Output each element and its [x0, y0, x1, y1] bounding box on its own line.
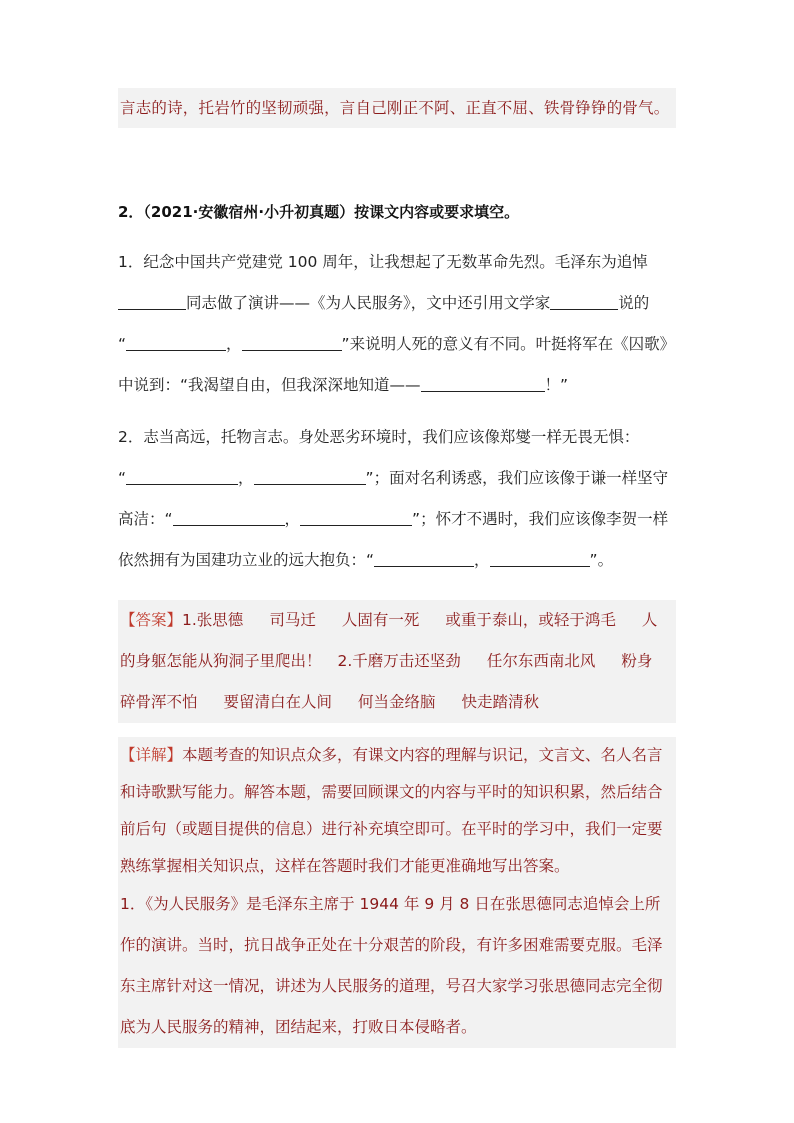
- answer-section: [118, 600, 676, 723]
- blank-field[interactable]: [126, 468, 238, 485]
- blank-field[interactable]: [490, 550, 590, 567]
- explanation-note-1: [118, 884, 676, 1048]
- previous-answer-tail: [118, 88, 676, 128]
- q2-line-3: 高洁：“ ， ”；怀才不遇时，我们应该像李贺一样: [118, 510, 669, 528]
- detail-tag: 【详解】: [120, 746, 183, 764]
- q1-line-3: “ ， ”来说明人死的意义有不同。叶挺将军在《囚歌》: [118, 335, 676, 353]
- blank-field[interactable]: [300, 509, 412, 526]
- question-part-1: [118, 242, 676, 406]
- q1-line-4: 中说到：“我渴望自由，但我深深地知道—— ！”: [118, 376, 569, 394]
- blank-field[interactable]: [374, 550, 474, 567]
- blank-field[interactable]: [118, 293, 186, 310]
- q2-line-1: 2．志当高远，托物言志。身处恶劣环境时，我们应该像郑燮一样无畏无惧：: [118, 428, 640, 446]
- q1-line-1: 1．纪念中国共产党建党 100 周年，让我想起了无数革命先烈。毛泽东为追悼: [118, 253, 648, 271]
- question-heading: [118, 198, 676, 226]
- q2-line-2: “ ， ”；面对名利诱惑，我们应该像于谦一样坚守: [118, 469, 669, 487]
- q1-line-2: 同志做了演讲——《为人民服务》，文中还引用文学家 说的: [118, 283, 676, 324]
- blank-field[interactable]: [242, 334, 342, 351]
- answer-line-2: 的身躯怎能从狗洞子里爬出！ 2.千磨万击还坚劲 任尔东西南北风 粉身: [120, 652, 653, 670]
- previous-answer-text: 言志的诗，托岩竹的坚韧顽强，言自己刚正不阿、正直不屈、铁骨铮铮的骨气。: [120, 99, 670, 117]
- answer-line-1: 【答案】1.张思德 司马迁 人固有一死 或重于泰山，或轻于鸿毛 人: [120, 611, 658, 629]
- detail-section: [118, 737, 676, 885]
- blank-field[interactable]: [550, 293, 618, 310]
- detail-text: 本题考查的知识点众多，有课文内容的理解与识记，文言文、名人名言和诗歌默写能力。解答本题，需要回顾课文的内容与平时的知识积累，然后结合前后句（或题目提供的信息）进行补充填空即可。在平时的学习中，我们一定要熟练掌握相关知识点，这样在答题时我们才能更准确地写出答案。: [120, 746, 663, 875]
- answer-line-3: 碎骨浑不怕 要留清白在人间 何当金络脑 快走踏清秋: [120, 693, 540, 711]
- answer-tag: 【答案】: [120, 611, 183, 629]
- blank-field[interactable]: [421, 375, 545, 392]
- question-heading-text: 2．（2021·安徽宿州·小升初真题）按课文内容或要求填空。: [118, 203, 520, 221]
- blank-field[interactable]: [254, 468, 366, 485]
- note-1-text: 1．《为人民服务》是毛泽东主席于 1944 年 9 月 8 日在张思德同志追悼会上所作的演讲。当时，抗日战争正处在十分艰苦的阶段，有许多困难需要克服。毛泽东主席针对这一情况，讲述为人民服务的道理，号召大家学习张思德同志完全彻底为人民服务的精神，团结起来，打败日本侵略者。: [120, 895, 663, 1036]
- blank-field[interactable]: [173, 509, 285, 526]
- blank-field[interactable]: [126, 334, 226, 351]
- question-part-2: [118, 417, 676, 581]
- q2-line-4: 依然拥有为国建功立业的远大抱负：“ ， ”。: [118, 551, 614, 569]
